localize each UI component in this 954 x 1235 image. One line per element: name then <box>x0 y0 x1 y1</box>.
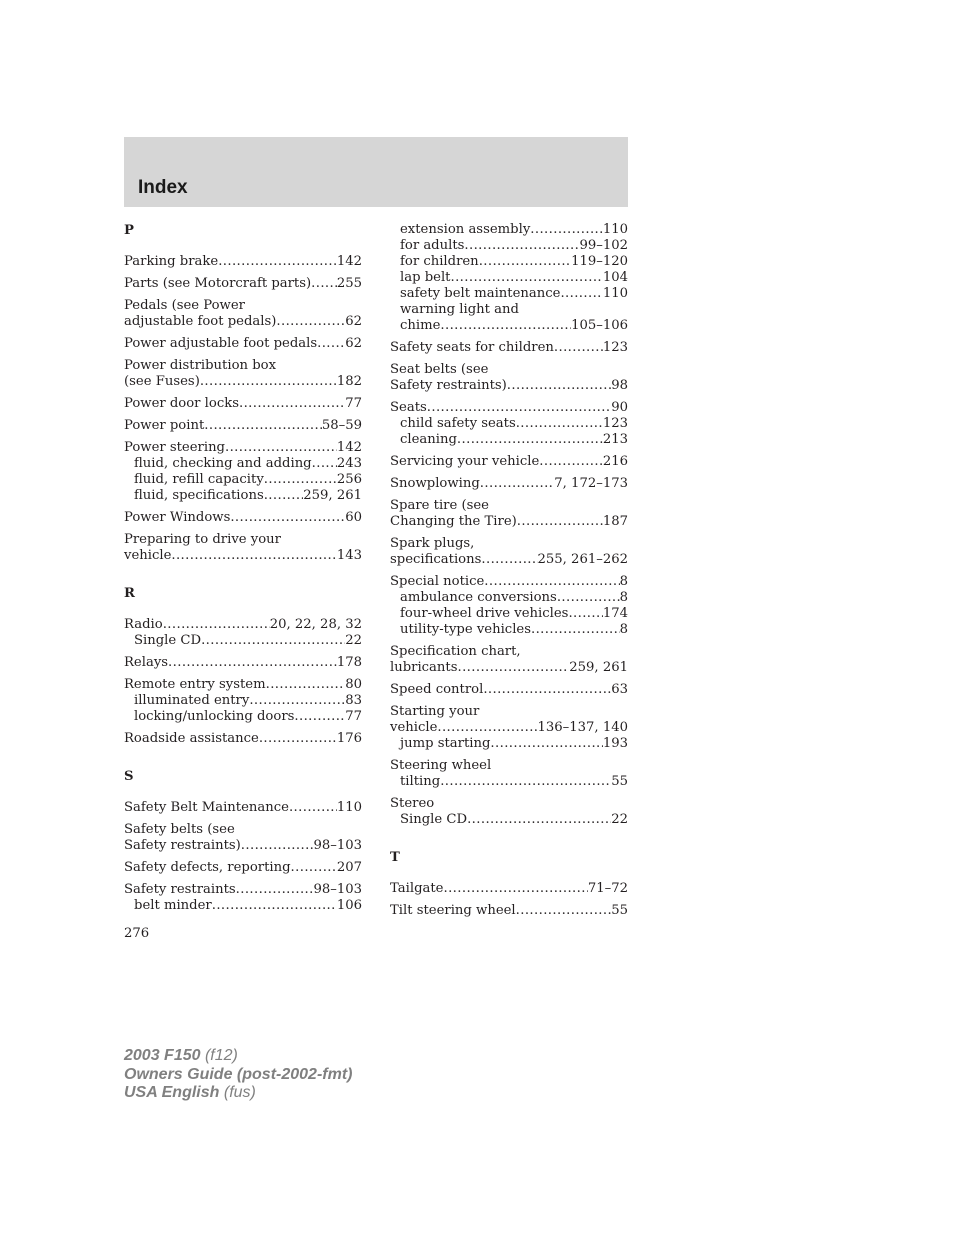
dot-leader <box>239 396 345 412</box>
index-entry-line <box>124 800 362 816</box>
dot-leader <box>457 660 569 676</box>
entry-text: adjustable foot pedals) <box>124 314 277 329</box>
index-subentry-line <box>124 709 362 725</box>
dot-leader <box>483 682 611 698</box>
page-reference: 142 <box>336 440 362 455</box>
index-entry <box>390 758 628 790</box>
dot-leader <box>560 286 602 302</box>
page-reference: 207 <box>336 860 362 875</box>
dot-leader <box>437 720 537 736</box>
index-subentry-line <box>124 472 362 488</box>
index-subentry-line <box>390 238 628 254</box>
dot-leader <box>464 238 579 254</box>
page-reference: 255, 261–262 <box>537 552 628 567</box>
page-reference: 259, 261 <box>569 660 628 675</box>
index-letter-heading: S <box>124 769 134 784</box>
index-entry-line <box>124 276 362 292</box>
index-entry <box>390 644 628 676</box>
index-entry <box>124 860 362 876</box>
dot-leader <box>517 514 603 530</box>
entry-text: Safety belts (see <box>124 822 235 837</box>
dot-leader <box>212 898 337 914</box>
entry-text: Power distribution box <box>124 358 277 373</box>
entry-text: Pedals (see Power <box>124 298 245 313</box>
index-entry <box>124 418 362 434</box>
entry-text: Tailgate <box>390 881 444 896</box>
index-letter-heading: R <box>124 586 135 601</box>
index-entry-line <box>124 617 362 633</box>
dot-leader <box>516 416 603 432</box>
page-reference: 98 <box>611 378 628 393</box>
index-entry <box>124 655 362 671</box>
entry-text: Single CD <box>134 633 202 648</box>
entry-text: vehicle <box>124 548 172 563</box>
index-subentry-line <box>390 270 628 286</box>
dot-leader <box>481 552 537 568</box>
index-entry-line <box>390 552 628 568</box>
dot-leader <box>568 606 602 622</box>
index-letter-heading: P <box>124 223 134 238</box>
footer-model: 2003 F150 <box>124 1047 201 1064</box>
dot-leader <box>490 736 602 752</box>
page-reference: 62 <box>345 314 362 329</box>
page-reference: 142 <box>336 254 362 269</box>
page-reference: 58–59 <box>321 418 362 433</box>
page-reference: 8 <box>619 590 628 605</box>
index-entry-line <box>390 514 628 530</box>
entry-text: warning light and <box>400 302 519 317</box>
page-reference: 98–103 <box>313 838 362 853</box>
entry-text: locking/unlocking doors <box>134 709 295 724</box>
entry-text: Special notice <box>390 574 485 589</box>
index-entry <box>124 882 362 914</box>
dot-leader <box>312 456 337 472</box>
entry-text: Spare tire (see <box>390 498 489 513</box>
index-subentry-line <box>124 488 362 504</box>
dot-leader <box>264 488 304 504</box>
page-reference: 60 <box>345 510 362 525</box>
dot-leader <box>516 903 612 919</box>
footer-line-1 <box>124 1047 352 1066</box>
index-subentry-line <box>390 318 628 334</box>
entry-text: Power point <box>124 418 205 433</box>
index-subentry-line <box>390 302 628 318</box>
entry-text: fluid, specifications <box>134 488 264 503</box>
page-reference: 256 <box>336 472 362 487</box>
index-entry-line <box>390 644 628 660</box>
index-entry <box>390 704 628 752</box>
entry-text: lap belt <box>400 270 451 285</box>
page-reference: 80 <box>345 677 362 692</box>
index-entry <box>124 731 362 747</box>
page-reference: 104 <box>602 270 628 285</box>
dot-leader <box>218 254 337 270</box>
index-entry-line <box>124 838 362 854</box>
page-reference: 8 <box>619 574 628 589</box>
entry-text: child safety seats <box>400 416 516 431</box>
section-gap <box>124 570 362 583</box>
index-entry-line <box>390 400 628 416</box>
dot-leader <box>200 374 337 390</box>
dot-leader <box>427 400 611 416</box>
footer-guide: Owners Guide (post-2002-fmt) <box>124 1065 353 1083</box>
index-entry-line <box>390 362 628 378</box>
entry-text: vehicle <box>390 720 438 735</box>
dot-leader <box>311 276 337 292</box>
page-reference: 83 <box>345 693 362 708</box>
entry-text: for adults <box>400 238 465 253</box>
page-reference: 110 <box>336 800 362 815</box>
page-reference: 259, 261 <box>303 488 362 503</box>
index-entry-line <box>124 358 362 374</box>
dot-leader <box>201 633 345 649</box>
entry-text: jump starting <box>400 736 491 751</box>
page-reference: 110 <box>602 286 628 301</box>
dot-leader <box>289 800 337 816</box>
entry-text: Stereo <box>390 796 435 811</box>
entry-text: Starting your <box>390 704 480 719</box>
page-reference: 187 <box>602 514 628 529</box>
entry-text: Relays <box>124 655 169 670</box>
page-reference: 71–72 <box>587 881 628 896</box>
index-entry <box>124 358 362 390</box>
entry-text: Safety restraints) <box>390 378 507 393</box>
index-entry-line <box>390 498 628 514</box>
entry-text: Power Windows <box>124 510 231 525</box>
index-entry <box>390 222 628 334</box>
index-entry-line <box>390 720 628 736</box>
dot-leader <box>241 838 314 854</box>
index-entry <box>124 677 362 725</box>
dot-leader <box>557 590 620 606</box>
entry-text: Roadside assistance <box>124 731 259 746</box>
index-subentry-line <box>390 416 628 432</box>
footer-model-code: (f12) <box>204 1047 238 1064</box>
dot-leader <box>554 340 603 356</box>
entry-text: Changing the Tire) <box>390 514 517 529</box>
index-entry <box>390 903 628 919</box>
footer-line-3 <box>124 1084 352 1103</box>
entry-text: Power door locks <box>124 396 239 411</box>
index-entry <box>124 822 362 854</box>
index-subentry-line <box>390 254 628 270</box>
page-reference: 143 <box>336 548 362 563</box>
dot-leader <box>457 432 603 448</box>
dot-leader <box>484 574 619 590</box>
dot-leader <box>317 336 345 352</box>
index-entry-line <box>390 903 628 919</box>
footer <box>124 1047 352 1103</box>
page-reference: 55 <box>611 774 628 789</box>
index-entry-line <box>124 396 362 412</box>
index-entry <box>390 498 628 530</box>
dot-leader <box>440 774 611 790</box>
entry-text: for children <box>400 254 479 269</box>
index-entry <box>124 396 362 412</box>
entry-text: Power adjustable foot pedals <box>124 336 318 351</box>
index-entry-line <box>390 796 628 812</box>
dot-leader <box>236 882 314 898</box>
index-column-right <box>390 220 628 925</box>
index-entry <box>390 574 628 638</box>
page-reference: 123 <box>602 416 628 431</box>
index-subentry-line <box>390 590 628 606</box>
index-entry-line <box>390 536 628 552</box>
entry-text: lubricants <box>390 660 458 675</box>
page-reference: 99–102 <box>579 238 628 253</box>
dot-leader <box>249 693 345 709</box>
entry-text: Preparing to drive your <box>124 532 281 547</box>
index-entry-line <box>124 336 362 352</box>
page-reference: 110 <box>602 222 628 237</box>
page-reference: 7, 172–173 <box>554 476 628 491</box>
section-gap <box>124 753 362 766</box>
dot-leader <box>530 222 603 238</box>
index-entry <box>390 536 628 568</box>
page-reference: 77 <box>345 709 362 724</box>
index-entry <box>124 532 362 564</box>
dot-leader <box>440 318 571 334</box>
index-subentry-line <box>390 812 628 828</box>
entry-text: Parts (see Motorcraft parts) <box>124 276 312 291</box>
index-entry <box>124 254 362 270</box>
dot-leader <box>259 731 337 747</box>
index-letter-heading: T <box>390 850 400 865</box>
section-gap <box>390 834 628 847</box>
index-entry-line <box>124 822 362 838</box>
index-entry <box>124 800 362 816</box>
page-reference: 20, 22, 28, 32 <box>269 617 362 632</box>
index-subentry-line <box>124 633 362 649</box>
index-subentry-line <box>390 222 628 238</box>
dot-leader <box>204 418 322 434</box>
dot-leader <box>225 440 337 456</box>
index-entry <box>390 476 628 492</box>
index-subentry-line <box>390 432 628 448</box>
dot-leader <box>230 510 345 526</box>
header-band <box>124 137 628 207</box>
index-entry-line <box>124 532 362 548</box>
entry-text: Single CD <box>400 812 468 827</box>
entry-text: illuminated entry <box>134 693 250 708</box>
index-entry-line <box>124 655 362 671</box>
dot-leader <box>479 254 571 270</box>
page-reference: 22 <box>611 812 628 827</box>
dot-leader <box>264 472 337 488</box>
index-entry-line <box>390 682 628 698</box>
index-entry <box>124 440 362 504</box>
index-entry-line <box>124 548 362 564</box>
entry-text: utility-type vehicles <box>400 622 531 637</box>
index-entry-line <box>390 660 628 676</box>
index-entry <box>124 298 362 330</box>
dot-leader <box>443 881 587 897</box>
index-entry-line <box>124 882 362 898</box>
index-subentry-line <box>390 736 628 752</box>
dot-leader <box>171 548 336 564</box>
entry-text: specifications <box>390 552 482 567</box>
page-reference: 8 <box>619 622 628 637</box>
page-reference: 255 <box>336 276 362 291</box>
entry-text: tilting <box>400 774 441 789</box>
index-entry <box>390 340 628 356</box>
entry-text: Safety restraints) <box>124 838 241 853</box>
dot-leader <box>507 378 611 394</box>
index-entry-line <box>390 881 628 897</box>
index-entry <box>390 400 628 448</box>
entry-text: chime <box>400 318 441 333</box>
page-reference: 55 <box>611 903 628 918</box>
footer-language-code: (fus) <box>223 1084 256 1101</box>
index-subentry-line <box>124 456 362 472</box>
entry-text: extension assembly <box>400 222 531 237</box>
page-reference: 77 <box>345 396 362 411</box>
entry-text: fluid, refill capacity <box>134 472 264 487</box>
index-column-left <box>124 220 362 920</box>
index-entry <box>124 336 362 352</box>
entry-text: Parking brake <box>124 254 219 269</box>
index-entry-line <box>124 677 362 693</box>
index-entry-line <box>390 758 628 774</box>
index-subentry-line <box>390 286 628 302</box>
dot-leader <box>276 314 345 330</box>
index-entry <box>390 362 628 394</box>
entry-text: Tilt steering wheel <box>390 903 516 918</box>
page-title: Index <box>138 177 188 198</box>
entry-text: Snowplowing <box>390 476 480 491</box>
page-reference: 123 <box>602 340 628 355</box>
entry-text: (see Fuses) <box>124 374 200 389</box>
index-entry-line <box>124 418 362 434</box>
index-entry-line <box>124 298 362 314</box>
page-reference: 98–103 <box>313 882 362 897</box>
page-reference: 119–120 <box>571 254 628 269</box>
entry-text: Safety Belt Maintenance <box>124 800 289 815</box>
page-reference: 182 <box>336 374 362 389</box>
index-entry <box>390 454 628 470</box>
entry-text: safety belt maintenance <box>400 286 561 301</box>
index-subentry-line <box>124 693 362 709</box>
page-reference: 22 <box>345 633 362 648</box>
index-entry <box>390 881 628 897</box>
index-subentry-line <box>390 606 628 622</box>
dot-leader <box>168 655 337 671</box>
entry-text: Speed control <box>390 682 484 697</box>
index-subentry-line <box>390 622 628 638</box>
index-entry-line <box>124 254 362 270</box>
entry-text: Servicing your vehicle <box>390 454 540 469</box>
index-entry-line <box>124 860 362 876</box>
index-entry-line <box>124 510 362 526</box>
entry-text: ambulance conversions <box>400 590 557 605</box>
page-reference: 213 <box>602 432 628 447</box>
index-entry-line <box>124 314 362 330</box>
page-reference: 174 <box>602 606 628 621</box>
entry-text: Safety seats for children <box>390 340 554 355</box>
entry-text: Specification chart, <box>390 644 521 659</box>
entry-text: belt minder <box>134 898 212 913</box>
index-entry-line <box>390 476 628 492</box>
dot-leader <box>163 617 270 633</box>
entry-text: Spark plugs, <box>390 536 475 551</box>
index-entry-line <box>390 340 628 356</box>
page-reference: 90 <box>611 400 628 415</box>
index-entry-line <box>390 454 628 470</box>
dot-leader <box>266 677 346 693</box>
entry-text: Remote entry system <box>124 677 266 692</box>
dot-leader <box>291 860 337 876</box>
index-entry-line <box>124 731 362 747</box>
dot-leader <box>294 709 345 725</box>
entry-text: Power steering <box>124 440 225 455</box>
footer-language: USA English <box>124 1084 220 1101</box>
index-subentry-line <box>124 898 362 914</box>
index-entry <box>124 276 362 292</box>
page-number: 276 <box>124 926 150 941</box>
dot-leader <box>467 812 611 828</box>
entry-text: four-wheel drive vehicles <box>400 606 569 621</box>
page-reference: 62 <box>345 336 362 351</box>
index-entry-line <box>124 440 362 456</box>
index-entry <box>390 796 628 828</box>
page-reference: 176 <box>336 731 362 746</box>
index-entry <box>124 617 362 649</box>
dot-leader <box>480 476 554 492</box>
index-entry <box>390 682 628 698</box>
entry-text: fluid, checking and adding <box>134 456 312 471</box>
page-reference: 243 <box>336 456 362 471</box>
dot-leader <box>539 454 603 470</box>
page-reference: 106 <box>336 898 362 913</box>
index-subentry-line <box>390 774 628 790</box>
index-entry-line <box>390 378 628 394</box>
page-reference: 193 <box>602 736 628 751</box>
dot-leader <box>531 622 620 638</box>
page-reference: 216 <box>602 454 628 469</box>
index-entry-line <box>390 704 628 720</box>
index-entry <box>124 510 362 526</box>
page-reference: 63 <box>611 682 628 697</box>
index-entry-line <box>390 574 628 590</box>
footer-line-2 <box>124 1066 352 1085</box>
entry-text: Radio <box>124 617 163 632</box>
entry-text: Safety restraints <box>124 882 236 897</box>
entry-text: Seat belts (see <box>390 362 489 377</box>
entry-text: cleaning <box>400 432 457 447</box>
entry-text: Steering wheel <box>390 758 492 773</box>
page-reference: 136–137, 140 <box>537 720 628 735</box>
dot-leader <box>450 270 602 286</box>
index-entry-line <box>124 374 362 390</box>
page-reference: 178 <box>336 655 362 670</box>
entry-text: Seats <box>390 400 427 415</box>
page-reference: 105–106 <box>571 318 628 333</box>
entry-text: Safety defects, reporting <box>124 860 291 875</box>
